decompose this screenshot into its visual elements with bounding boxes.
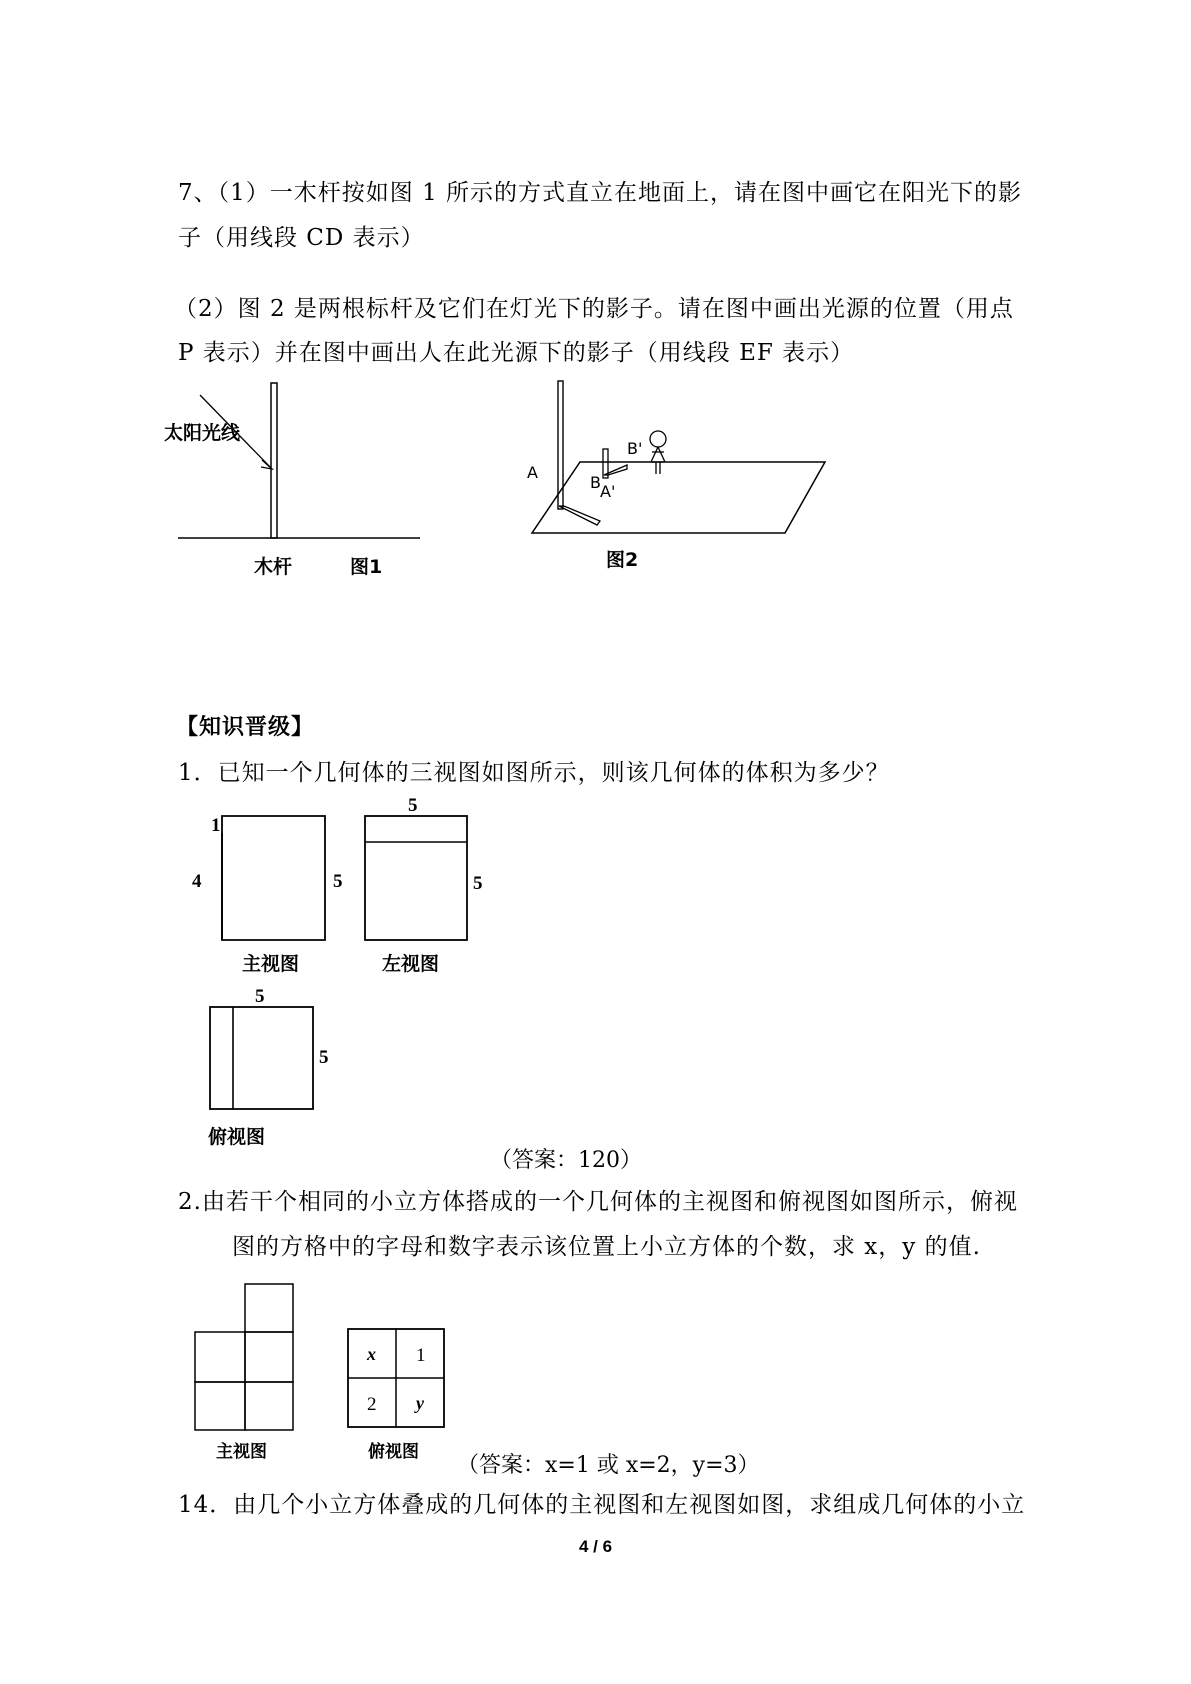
grid-cell-y: y — [416, 1393, 424, 1413]
q7-line-2: 子（用线段 CD 表示） — [178, 225, 425, 251]
front-cube-top — [245, 1284, 293, 1332]
shadow-a — [559, 506, 600, 525]
q2-line-1: 2.由若干个相同的小立方体搭成的一个几何体的主视图和俯视图如图所示，俯视 — [178, 1189, 1018, 1215]
side-view-outline — [365, 816, 467, 940]
q2-line-2: 图的方格中的字母和数字表示该位置上小立方体的个数，求 x，y 的值. — [232, 1234, 981, 1260]
q2-front-view-figure — [190, 1280, 310, 1460]
front-dim-right: 5 — [333, 871, 343, 892]
q2-front-label: 主视图 — [216, 1442, 267, 1462]
figure-1 — [164, 375, 430, 578]
person-figure — [650, 431, 666, 474]
grid-cell-x: x — [367, 1344, 376, 1364]
q7-line-1: 7、（1）一木杆按如图 1 所示的方式直立在地面上，请在图中画它在阳光下的影 — [178, 180, 1023, 206]
ground-plane — [532, 462, 825, 533]
front-view-outline — [222, 816, 325, 940]
front-cube-4 — [245, 1382, 293, 1430]
top-dim-right: 5 — [319, 1047, 329, 1068]
side-dim-top: 5 — [408, 795, 418, 816]
front-view-figure — [190, 800, 360, 975]
point-a-shadow-label: A' — [600, 482, 616, 501]
point-b-label: B — [590, 473, 601, 492]
top-view-outline — [210, 1007, 313, 1109]
q2-top-view-figure — [345, 1325, 465, 1465]
front-dim-left: 4 — [192, 871, 202, 892]
sunlight-label: 太阳光线 — [164, 422, 241, 444]
q14-text: 14．由几个小立方体叠成的几何体的主视图和左视图如图，求组成几何体的小立 — [178, 1492, 1026, 1518]
figure-2 — [527, 378, 860, 578]
front-cube-1 — [195, 1332, 245, 1382]
top-view-figure — [205, 986, 355, 1163]
q7-line-3: （2）图 2 是两根标杆及它们在灯光下的影子。请在图中画出光源的位置（用点 — [174, 296, 1014, 322]
front-cube-2 — [245, 1332, 293, 1382]
side-view-figure — [360, 795, 500, 975]
point-a-label: A — [527, 463, 538, 482]
q1-text: 1．已知一个几何体的三视图如图所示，则该几何体的体积为多少？ — [178, 760, 890, 786]
q1-answer: （答案：120） — [490, 1148, 642, 1173]
front-view-label: 主视图 — [242, 953, 300, 975]
pole-label: 木杆 — [254, 556, 293, 578]
side-dim-right: 5 — [473, 873, 483, 894]
front-cube-3 — [195, 1382, 245, 1430]
side-view-label: 左视图 — [382, 953, 440, 975]
top-dim-top: 5 — [255, 986, 265, 1007]
section-title: 【知识晋级】 — [176, 715, 315, 740]
front-dim-notch: 1 — [211, 815, 221, 836]
grid-cell-2: 2 — [367, 1394, 377, 1415]
figure-2-caption: 图2 — [606, 549, 639, 571]
page-number: 4 / 6 — [578, 1537, 613, 1556]
top-view-label: 俯视图 — [208, 1126, 266, 1148]
point-b-shadow-label: B' — [627, 439, 643, 458]
grid-cell-1: 1 — [416, 1345, 426, 1366]
figure-1-caption: 图1 — [350, 556, 383, 578]
q2-top-label: 俯视图 — [368, 1442, 419, 1462]
q7-line-4: P 表示）并在图中画出人在此光源下的影子（用线段 EF 表示） — [178, 340, 855, 366]
q2-answer: （答案：x=1 或 x=2，y=3） — [457, 1453, 760, 1478]
wooden-pole — [271, 383, 277, 538]
